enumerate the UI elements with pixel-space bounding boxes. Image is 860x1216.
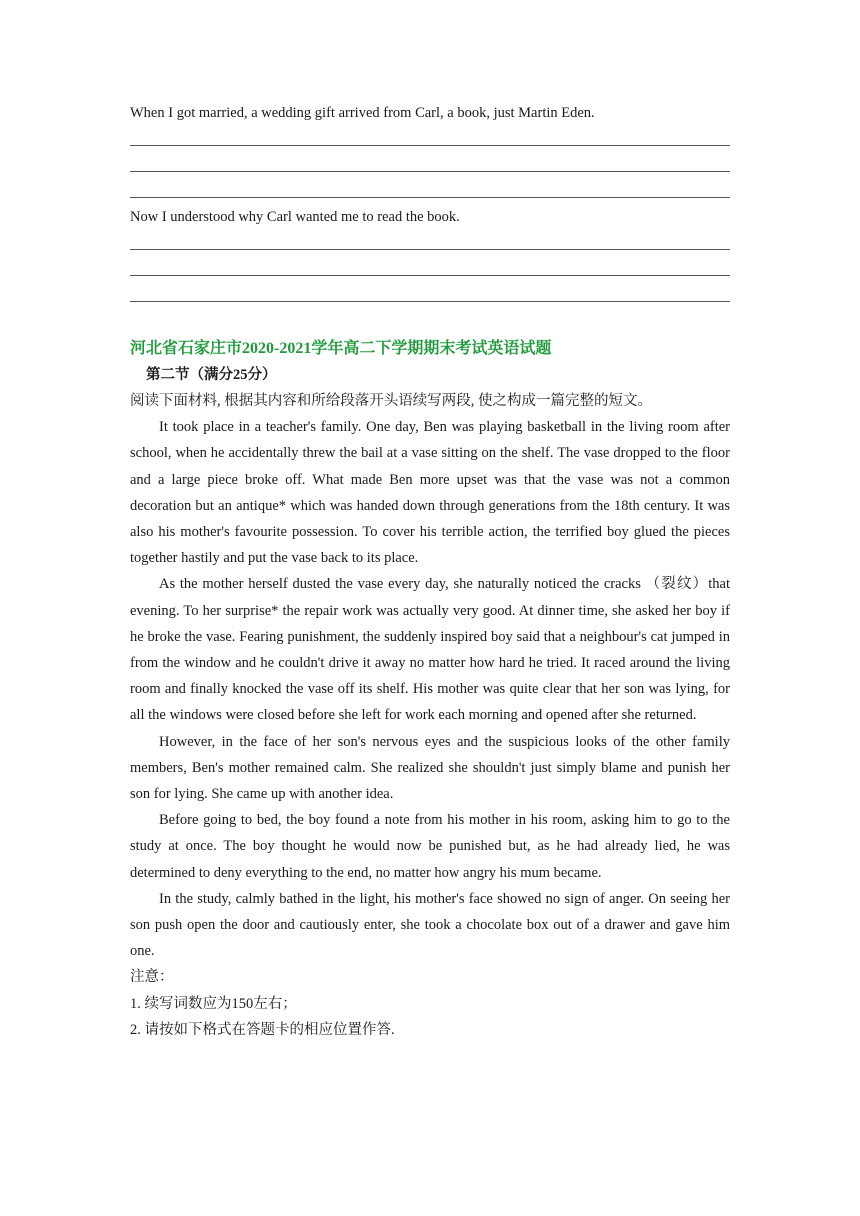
writing-prompt-1: When I got married, a wedding gift arrived from Carl, a book, just Martin Eden. xyxy=(130,105,595,121)
answer-line xyxy=(130,126,730,152)
instruction-text: 阅读下面材料, 根据其内容和所给段落开头语续写两段, 使之构成一篇完整的短文。 xyxy=(130,393,652,409)
passage-paragraph-4: Before going to bed, the boy found a note from his mother in his room, asking him to go to the study at once. The boy thought he would now be punished but, as he had already lied, he was determined to deny everything to the end, no matter how angry his mum became. xyxy=(130,812,730,881)
writing-prompt-2: Now I understood why Carl wanted me to read the book. xyxy=(130,209,460,225)
note-item-2: 2. 请按如下格式在答题卡的相应位置作答. xyxy=(130,1021,395,1038)
answer-line xyxy=(130,152,730,178)
answer-line xyxy=(130,282,730,308)
answer-line xyxy=(130,256,730,282)
exam-title: 河北省石家庄市2020-2021学年高二下学期期末考试英语试题 xyxy=(130,340,552,357)
notes-label: 注意： xyxy=(130,969,174,986)
section-subhead: 第二节（满分25分） xyxy=(146,367,277,383)
passage-paragraph-5: In the study, calmly bathed in the light, his mother's face showed no sign of anger. On seeing her son push open the door and cautiously enter, she took a chocolate box out of a drawer and gave him one. xyxy=(130,890,730,960)
answer-line xyxy=(130,178,730,204)
passage-paragraph-1: It took place in a teacher's family. One day, Ben was playing basketball in the living room after school, when he accidentally threw the bail at a vase sitting on the shelf. The vase dropped to the floor and a large piece broke off. What made Ben more upset was that the vase was not a common decoration but an antique* which was handed down through generations from the 18th century. It was also his mother's favourite possession. To cover his terrible action, the terrified boy glued the pieces together hastily and put the vase back to its place. xyxy=(130,419,730,567)
passage-paragraph-2: As the mother herself dusted the vase every day, she naturally noticed the cracks （裂纹）that evening. To her surprise* the repair work was actually very good. At dinner time, she asked her boy if he broke the vase. Fearing punishment, the suddenly inspired boy said that a neighbour's cat jumped in from the window and he couldn't drive it away no matter how hard he tried. It raced around the living room and finally knocked the vase off its shelf. His mother was quite clear that her son was lying, for all the windows were closed before she left for work each morning and opened after she returned. xyxy=(130,576,730,724)
answer-line xyxy=(130,230,730,256)
document-page xyxy=(130,100,730,1043)
note-item-1: 1. 续写词数应为150左右； xyxy=(130,995,297,1012)
passage-paragraph-3: However, in the face of her son's nervous eyes and the suspicious looks of the other family members, Ben's mother remained calm. She realized she shouldn't just simply blame and punish her son for lying. She came up with another idea. xyxy=(130,733,730,803)
